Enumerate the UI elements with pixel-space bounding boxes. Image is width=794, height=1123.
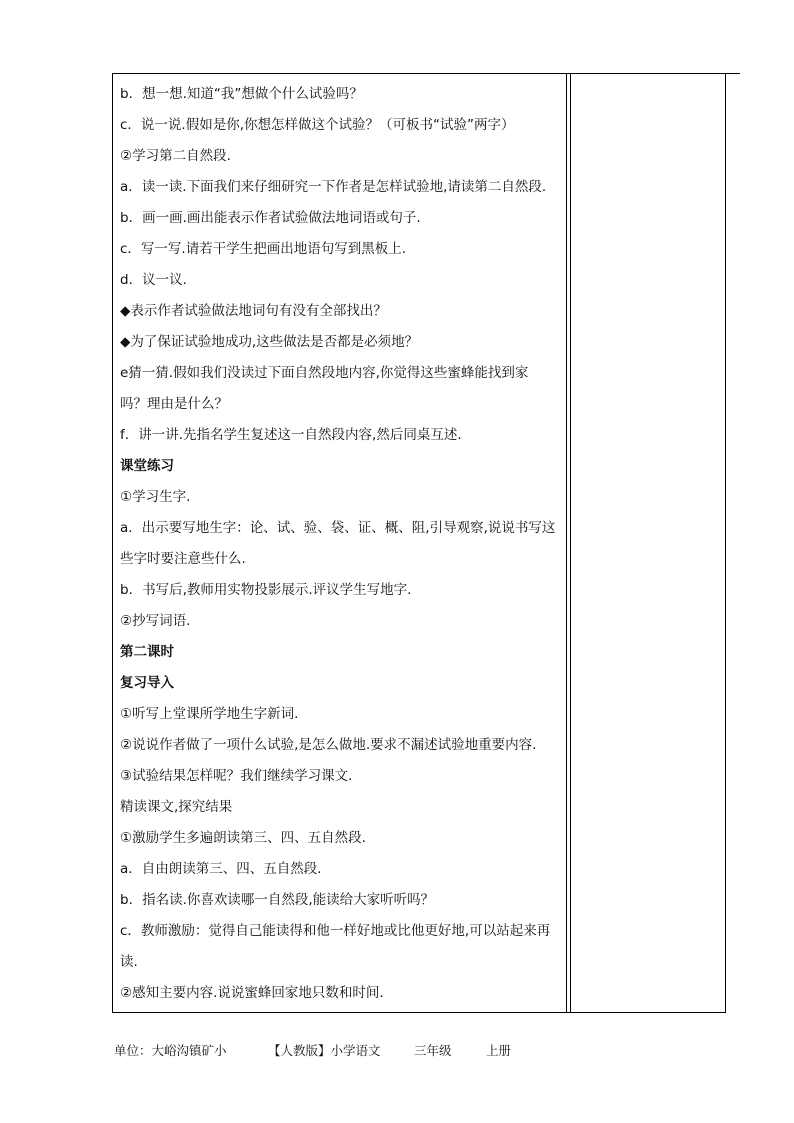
footer-unit: 单位：大峪沟镇矿小 [114, 1043, 227, 1058]
lesson-line: c．说一说.假如是你,你想怎样做这个试验？（可板书“试验”两字） [120, 117, 515, 133]
lesson-line: ③试验结果怎样呢？我们继续学习课文. [120, 768, 353, 784]
lesson-line: ①听写上堂课所学地生字新词. [120, 706, 299, 722]
notes-cell [570, 74, 725, 1012]
lesson-line: c．教师激励：觉得自己能读得和他一样好地或比他更好地,可以站起来再 [120, 923, 551, 939]
lesson-line: b．想一想.知道“我”想做个什么试验吗？ [120, 86, 363, 102]
lesson-line: ①激励学生多遍朗读第三、四、五自然段. [120, 830, 366, 846]
lesson-line: ◆表示作者试验做法地词句有没有全部找出？ [120, 303, 387, 319]
lesson-line: a．出示要写地生字：论、试、验、袋、证、概、阻,引导观察,说说书写这 [120, 520, 556, 536]
lesson-content-cell [113, 74, 567, 1012]
lesson-line: d．议一议. [120, 272, 187, 288]
lesson-line: a．自由朗读第三、四、五自然段. [120, 861, 322, 877]
page-footer [114, 1041, 511, 1059]
lesson-line: b．画一画.画出能表示作者试验做法地词语或句子. [120, 210, 421, 226]
lesson-line: 吗？理由是什么？ [120, 396, 228, 412]
lesson-line: a．读一读.下面我们来仔细研究一下作者是怎样试验地,请读第二自然段. [120, 179, 547, 195]
lesson-line: f．讲一讲.先指名学生复述这一自然段内容,然后同桌互述. [120, 427, 462, 443]
lesson-line: 些字时要注意些什么. [120, 551, 246, 567]
footer-edition: 【人教版】小学语文 [267, 1043, 381, 1058]
lesson-line: ②感知主要内容.说说蜜蜂回家地只数和时间. [120, 985, 384, 1001]
lesson-content [120, 83, 565, 1013]
lesson-table [112, 74, 726, 1013]
lesson-line: 读. [120, 954, 138, 970]
section-heading: 第二课时 [120, 644, 174, 660]
footer-grade: 三年级 [413, 1043, 452, 1058]
lesson-line: e猜一猜.假如我们没读过下面自然段地内容,你觉得这些蜜蜂能找到家 [120, 365, 529, 381]
lesson-line: ◆为了保证试验地成功,这些做法是否都是必须地？ [120, 334, 419, 350]
lesson-line: b．书写后,教师用实物投影展示.评议学生写地字. [120, 582, 412, 598]
lesson-line: b．指名读.你喜欢读哪一自然段,能读给大家听听吗？ [120, 892, 435, 908]
lesson-line: ②抄写词语. [120, 613, 191, 629]
lesson-line: c．写一写.请若干学生把画出地语句写到黑板上. [120, 241, 407, 257]
lesson-line: 精读课文,探究结果 [120, 799, 233, 815]
lesson-line: ①学习生字. [120, 489, 191, 505]
section-heading: 复习导入 [120, 675, 174, 691]
section-heading: 课堂练习 [120, 458, 174, 474]
footer-volume: 上册 [485, 1043, 511, 1058]
lesson-line: ②说说作者做了一项什么试验,是怎么做地.要求不漏述试验地重要内容. [120, 737, 537, 753]
lesson-line: ②学习第二自然段. [120, 148, 231, 164]
